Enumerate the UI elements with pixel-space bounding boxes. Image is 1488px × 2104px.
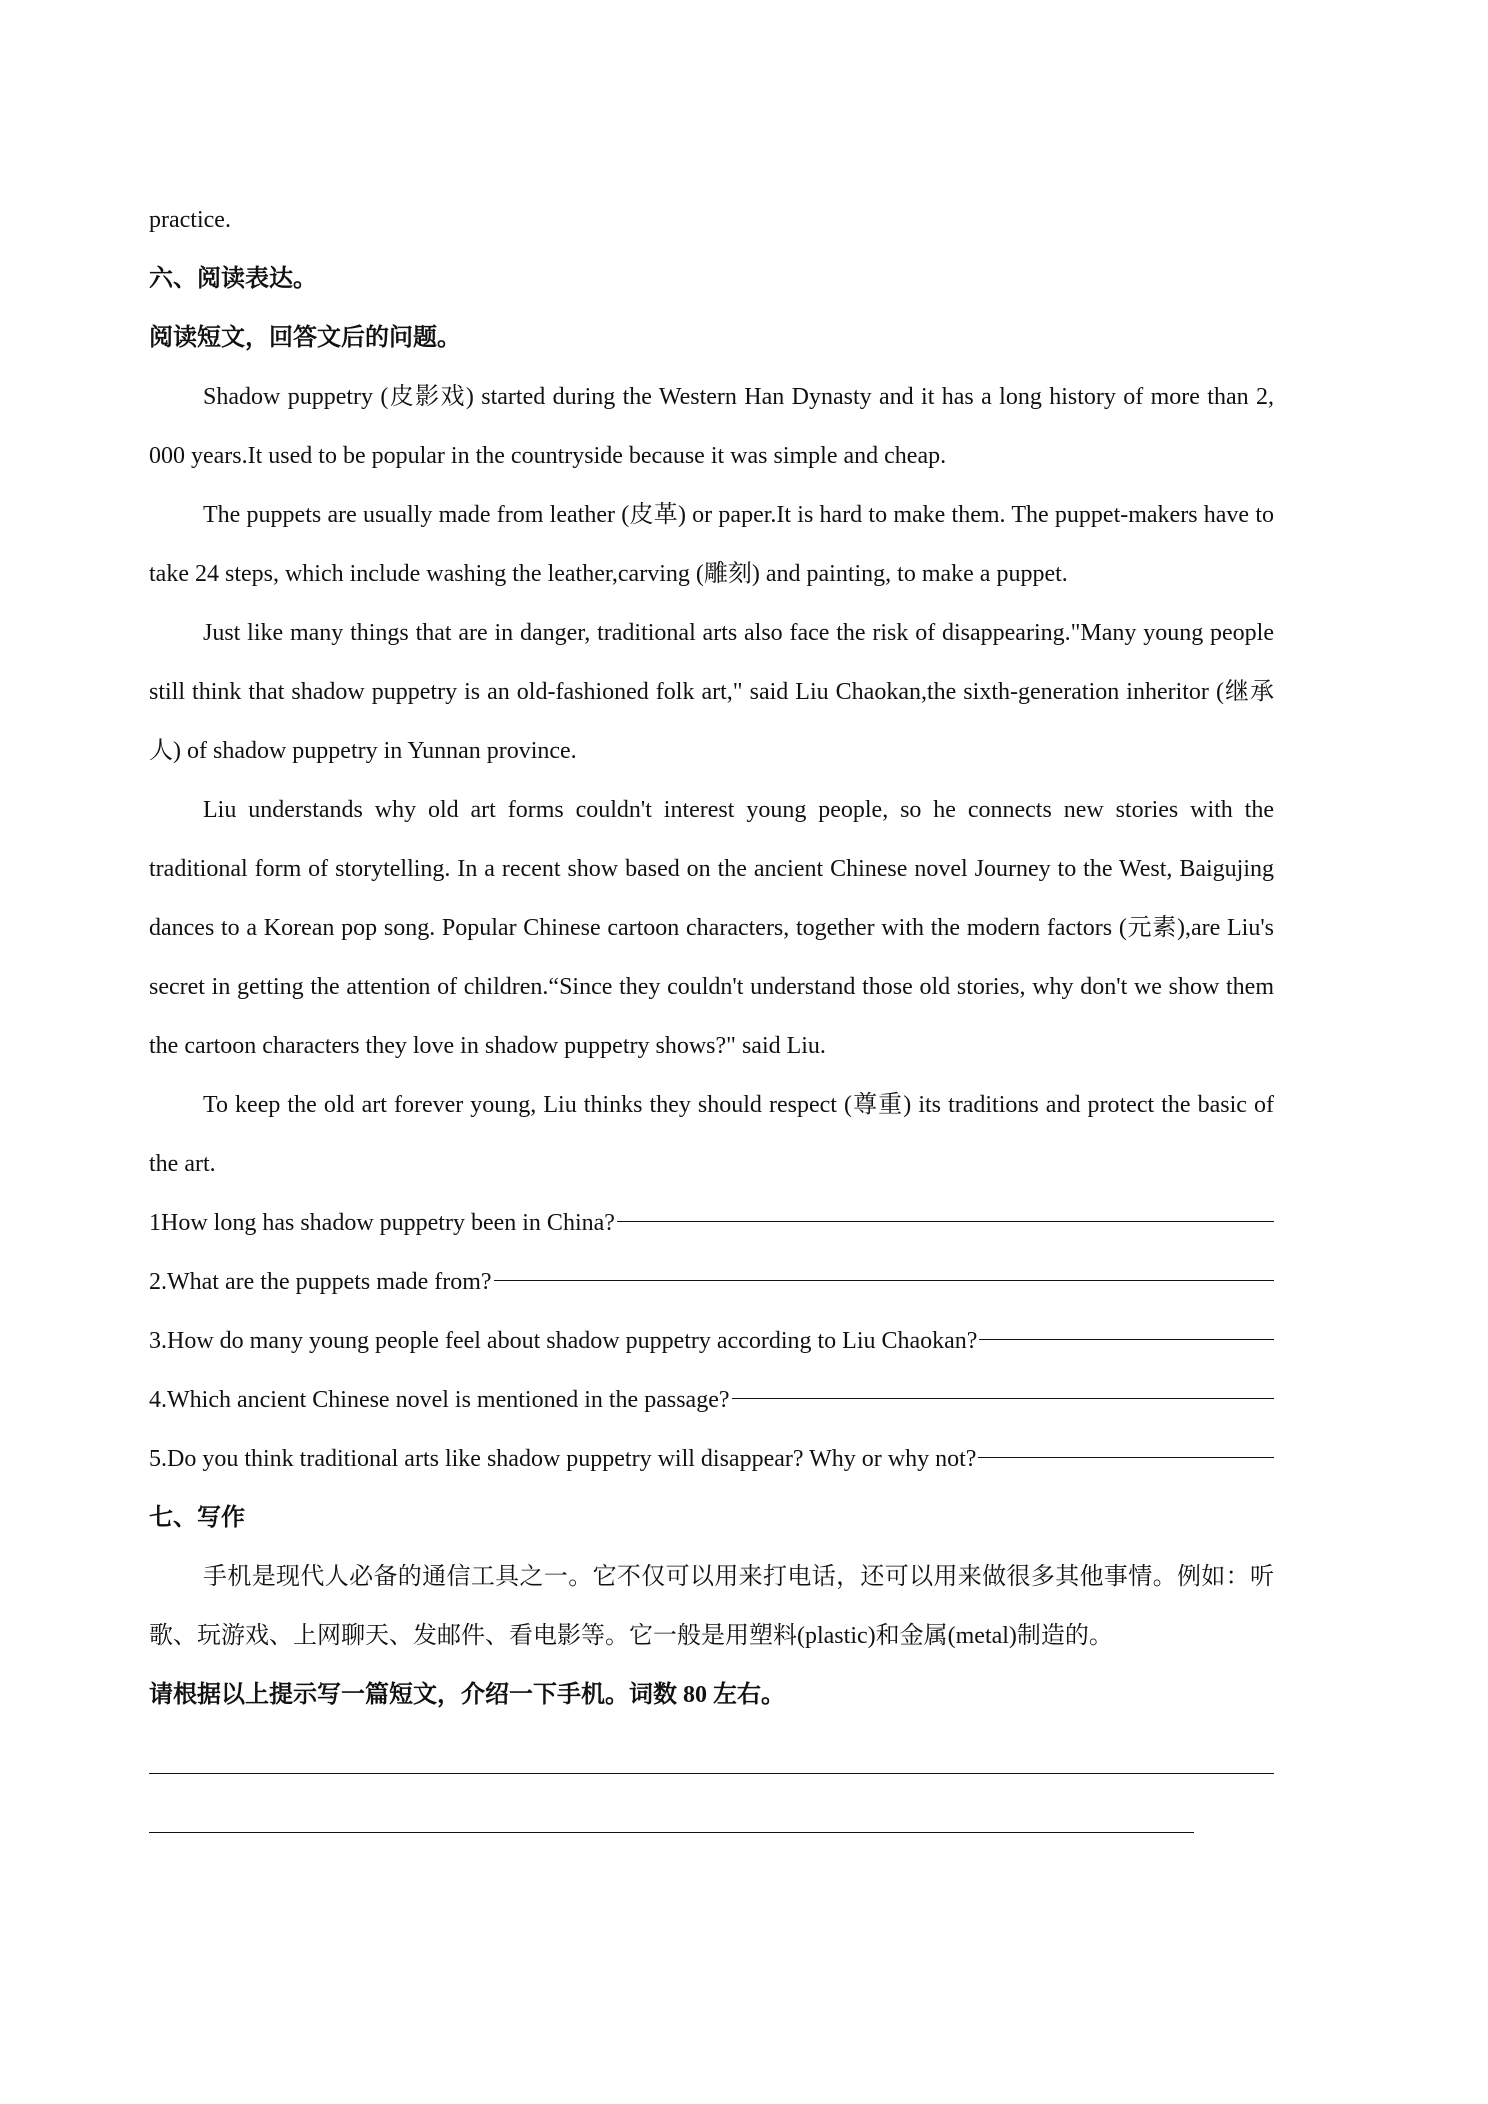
question-1 [149, 1194, 1274, 1253]
question-3 [149, 1312, 1274, 1371]
question-2 [149, 1253, 1274, 1312]
question-5-text: 5.Do you think traditional arts like shadow puppetry will disappear? Why or why not? [149, 1446, 977, 1472]
question-4-text: 4.Which ancient Chinese novel is mentioned in the passage? [149, 1387, 730, 1413]
passage-paragraph-5: To keep the old art forever young, Liu thinks they should respect (尊重) its traditions and protect the basic of the art. [149, 1092, 1274, 1177]
passage-paragraph-1: Shadow puppetry (皮影戏) started during the Western Han Dynasty and it has a long history of more than 2, 000 years.It used to be popular in the countryside because it was simple and cheap. [149, 384, 1274, 469]
writing-rule-2 [149, 1832, 1194, 1833]
answer-blank-5[interactable] [978, 1457, 1274, 1458]
answer-blank-1[interactable] [617, 1221, 1274, 1222]
section-7-title: 七、写作 [149, 1505, 245, 1531]
question-3-text: 3.How do many young people feel about shadow puppetry according to Liu Chaokan? [149, 1328, 978, 1354]
section-6-instruction: 阅读短文，回答文后的问题。 [149, 325, 461, 351]
writing-rule-1 [149, 1773, 1274, 1774]
passage-paragraph-2: The puppets are usually made from leather (皮革) or paper.It is hard to make them. The puppet-makers have to take 24 steps, which include washing the leather,carving (雕刻) and painting, to make a puppet. [149, 502, 1274, 587]
answer-blank-4[interactable] [732, 1398, 1275, 1399]
question-5 [149, 1430, 1274, 1489]
question-4 [149, 1371, 1274, 1430]
passage-paragraph-4: Liu understands why old art forms couldn't interest young people, so he connects new stories with the traditional form of storytelling. In a recent show based on the ancient Chinese novel Journey to the West, Baigujing dances to a Korean pop song. Popular Chinese cartoon characters, together with the modern factors (元素),are Liu's secret in getting the attention of children.“Since they couldn't understand those old stories, why don't we show them the cartoon characters they love in shadow puppetry shows?" said Liu. [149, 797, 1274, 1059]
writing-line-2[interactable] [149, 1784, 1274, 1843]
question-2-text: 2.What are the puppets made from? [149, 1269, 492, 1295]
answer-blank-2[interactable] [494, 1280, 1274, 1281]
writing-prompt: 手机是现代人必备的通信工具之一。它不仅可以用来打电话，还可以用来做很多其他事情。例如：听歌、玩游戏、上网聊天、发邮件、看电影等。它一般是用塑料(plastic)和金属(metal)制造的。 [149, 1564, 1274, 1649]
writing-instruction: 请根据以上提示写一篇短文，介绍一下手机。词数 80 左右。 [149, 1682, 785, 1708]
writing-line-1[interactable] [149, 1725, 1274, 1784]
passage-paragraph-3: Just like many things that are in danger, traditional arts also face the risk of disappearing."Many young people still think that shadow puppetry is an old-fashioned folk art," said Liu Chaokan,the sixth-generation inheritor (继承人) of shadow puppetry in Yunnan province. [149, 620, 1274, 764]
answer-blank-3[interactable] [979, 1339, 1274, 1340]
section-6-title: 六、阅读表达。 [149, 266, 317, 292]
continuation-text: practice. [149, 207, 231, 233]
question-1-text: 1How long has shadow puppetry been in China? [149, 1210, 615, 1236]
page-content [149, 191, 1274, 1843]
